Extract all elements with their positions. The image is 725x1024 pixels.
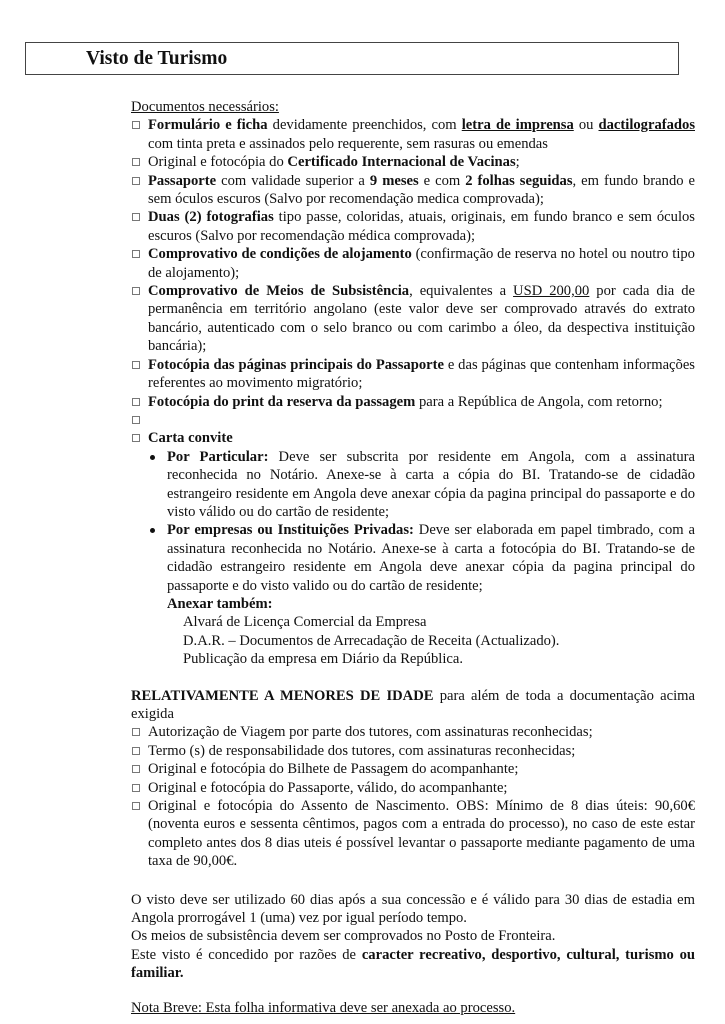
menores-list (131, 723, 695, 870)
footer-paragraph-fronteira: Os meios de subsistência devem ser comprovados no Posto de Fronteira. (131, 928, 556, 945)
anexar-heading: Anexar também: (167, 595, 273, 612)
checkbox-bullet-icon (132, 121, 140, 129)
footer-paragraph-validity: O visto deve ser utilizado 60 dias após a sua concessão e é válido para 30 dias de estadia em Angola prorrogável 1 (uma) vez por igual período tempo. (131, 891, 695, 927)
item-bold: Certificado Internacional de Vacinas (287, 154, 516, 171)
checkbox-bullet-icon (132, 728, 140, 736)
item-bold: 2 folhas seguidas (465, 172, 573, 189)
bullet-icon (150, 528, 155, 533)
item-text: com validade superior a (216, 172, 370, 189)
item-text: Autorização de Viagem por parte dos tutores, com assinaturas reconhecidas; (148, 724, 593, 741)
list-item-empty (131, 411, 695, 429)
item-text: , equivalentes a (409, 283, 514, 300)
checkbox-bullet-icon (132, 250, 140, 258)
checkbox-bullet-icon (132, 398, 140, 406)
item-bold: 9 meses (369, 172, 419, 189)
checkbox-bullet-icon (132, 434, 140, 442)
required-documents-list (131, 116, 695, 447)
item-text: ; (515, 154, 520, 171)
list-item-formulario (131, 116, 695, 153)
item-bold: Por empresas ou Instituições Privadas: (167, 522, 414, 539)
menores-heading-text: para além de toda a documentação acima exigida (131, 687, 696, 722)
list-item-meios-subsistencia (131, 282, 695, 356)
bullet-icon (150, 455, 155, 460)
checkbox-bullet-icon (132, 416, 140, 424)
item-bold-underlined: dactilografados (598, 117, 695, 134)
checkbox-bullet-icon (132, 784, 140, 792)
item-text: Original e fotocópia do Assento de Nascimento. OBS: Mínimo de 8 dias úteis: 90,60€ (noventa euros e sessenta cêntimos, pagos com a entrada do processo), no caso de este estar completo antes dos 8 dias uteis é possível levantar o passaporte mediante pagamento de uma taxa de 90,00€. (148, 798, 695, 870)
item-bold: Fotocópia das páginas principais do Passaporte (148, 356, 444, 373)
menores-heading (131, 687, 695, 724)
anexar-item: D.A.R. – Documentos de Arrecadação de Receita (Actualizado). (183, 632, 560, 649)
list-item (131, 723, 695, 741)
item-text: Termo (s) de responsabilidade dos tutores, com assinaturas reconhecidas; (148, 742, 576, 759)
item-text: devidamente preenchidos, com (267, 117, 462, 134)
footer-text: Este visto é concedido por razões de (131, 946, 362, 963)
checkbox-bullet-icon (132, 158, 140, 166)
list-item-alojamento (131, 245, 695, 282)
list-item-por-empresas (149, 521, 695, 595)
list-item (131, 797, 695, 871)
anexar-section (131, 595, 695, 669)
anexar-items (149, 613, 695, 668)
item-text: Original e fotocópia do Passaporte, válido, do acompanhante; (148, 779, 508, 796)
item-text: ou (573, 117, 599, 134)
checkbox-bullet-icon (132, 213, 140, 221)
anexar-item: Alvará de Licença Comercial da Empresa (183, 614, 427, 631)
list-item-por-particular (149, 448, 695, 522)
checkbox-bullet-icon (132, 287, 140, 295)
list-item-fotocopia-passaporte (131, 356, 695, 393)
list-item-certificado (131, 153, 695, 171)
item-bold: Por Particular: (167, 448, 269, 465)
item-bold: Carta convite (148, 430, 233, 447)
item-text: para a República de Angola, com retorno; (415, 393, 663, 410)
checkbox-bullet-icon (132, 361, 140, 369)
item-bold-underlined: letra de imprensa (461, 117, 574, 134)
item-text: com tinta preta e assinados pelo requerente, sem rasuras ou emendas (148, 135, 548, 152)
title-box (25, 42, 679, 75)
item-text: Deve ser subscrita por residente em Angola, com a assinatura reconhecida no Notário. Anexe-se à carta a cópia do BI. Tratando-se de cidadão estrangeiro residente em Angola deve anexar cópia da pagina principal do passaporte e do visto válido ou do cartão de residente; (167, 448, 695, 520)
docs-heading: Documentos necessários: (131, 99, 279, 115)
list-item-reserva-passagem (131, 393, 695, 411)
item-bold: Passaporte (148, 172, 217, 189)
list-item (131, 760, 695, 778)
document-body (131, 98, 695, 1017)
item-bold: Comprovativo de condições de alojamento (148, 246, 412, 263)
item-text: e das páginas que contenham informações referentes ao movimento migratório; (148, 356, 695, 392)
list-item-fotografias (131, 208, 695, 245)
footer-paragraph-razoes (131, 946, 695, 983)
footer-bold: caracter recreativo, desportivo, cultural, turismo ou familiar. (131, 946, 696, 982)
anexar-item: Publicação da empresa em Diário da República. (183, 651, 464, 668)
item-text: tipo passe, coloridas, atuais, originais, em fundo branco e sem óculos escuros (Salvo por recomendação médica comprovada); (148, 209, 695, 244)
checkbox-bullet-icon (132, 765, 140, 773)
list-item-passaporte (131, 172, 695, 209)
item-bold: Formulário e ficha (148, 117, 268, 134)
item-text: Deve ser elaborada em papel timbrado, com a assinatura reconhecida no Notário. Anexe-se à carta a fotocópia do BI. Tratando-se de cidadão estrangeiro residente em Angola deve anexar cópia da pagina principal do passaporte e do visto valido ou do cartão de residente; (167, 522, 695, 594)
menores-heading-bold: RELATIVAMENTE A MENORES DE IDADE (131, 687, 434, 704)
item-text: , em fundo brando e sem óculos escuros (Salvo por recomendação medica comprovada); (148, 172, 695, 208)
list-item-carta-convite (131, 429, 695, 447)
item-text: por cada dia de permanência em território angolano (este valor deve ser comprovado através do extrato bancário, autenticado com o selo branco ou com carimbo a óleo, da despectiva instituição bancária); (148, 283, 695, 355)
item-text: Original e fotocópia do Bilhete de Passagem do acompanhante; (148, 761, 519, 778)
list-item (131, 742, 695, 760)
carta-convite-list (131, 448, 695, 595)
item-text: Original e fotocópia do (148, 154, 288, 171)
item-underlined: USD 200,00 (513, 283, 590, 300)
nota-breve: Nota Breve: Esta folha informativa deve ser anexada ao processo. (131, 999, 516, 1016)
page-title: Visto de Turismo (86, 48, 228, 69)
item-bold: Fotocópia do print da reserva da passagem (148, 393, 416, 410)
item-bold: Comprovativo de Meios de Subsistência (148, 283, 410, 300)
checkbox-bullet-icon (132, 747, 140, 755)
list-item (131, 779, 695, 797)
item-bold: Duas (2) fotografias (148, 209, 274, 226)
item-text: (confirmação de reserva no hotel ou noutro tipo de alojamento); (148, 246, 695, 281)
checkbox-bullet-icon (132, 802, 140, 810)
checkbox-bullet-icon (132, 177, 140, 185)
item-text: e com (418, 172, 466, 189)
